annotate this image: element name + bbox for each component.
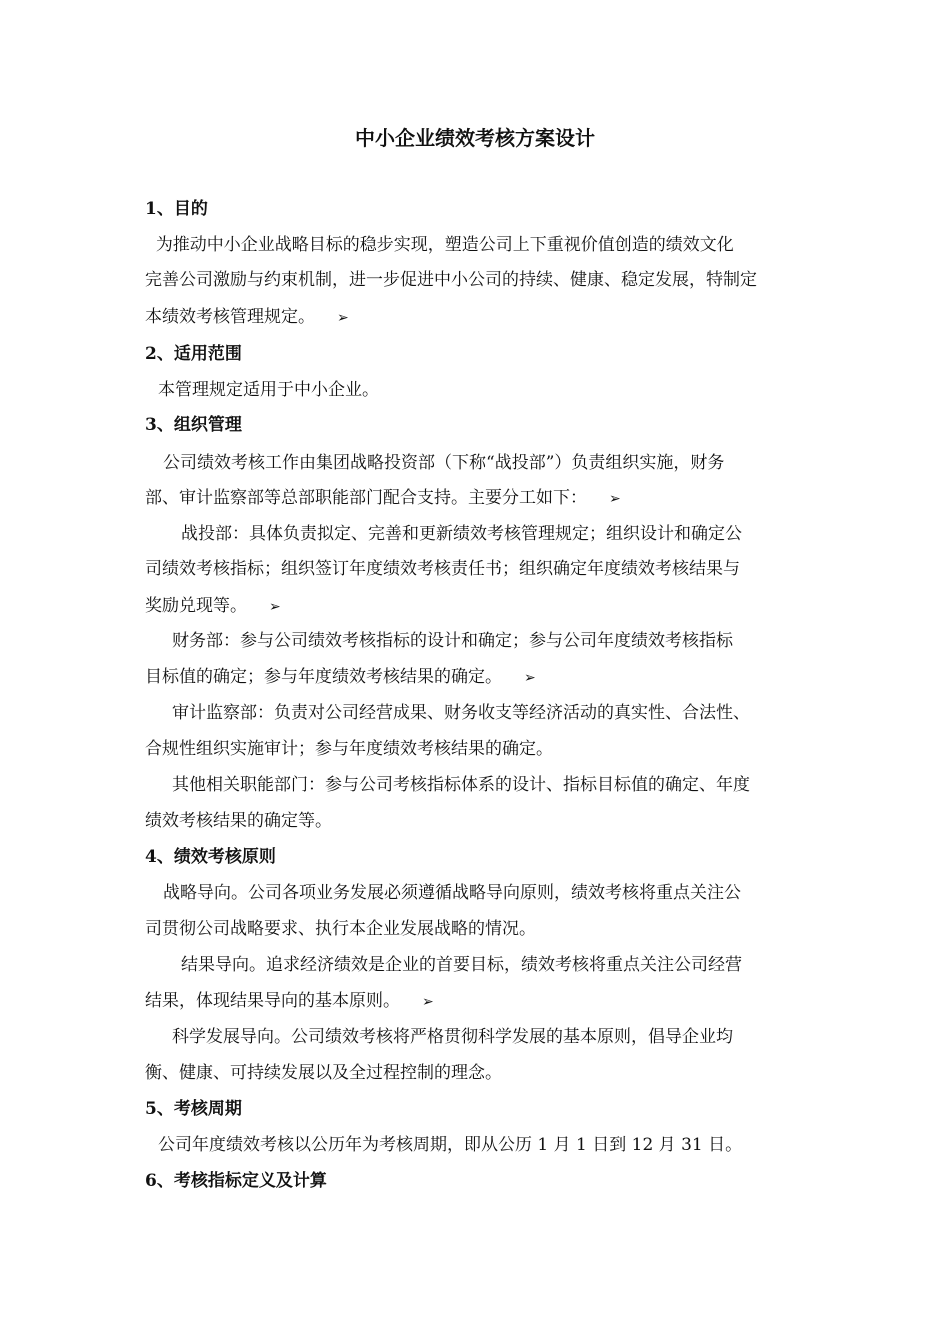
section-heading-organization: 3、组织管理: [145, 415, 242, 435]
paragraph-line: 公司绩效考核工作由集团战略投资部（下称“战投部”）负责组织实施，财务: [163, 453, 725, 473]
paragraph-text: 奖励兑现等。: [145, 596, 247, 616]
paragraph-line: [145, 984, 434, 1019]
paragraph-line: 财务部：参与公司绩效考核指标的设计和确定；参与公司年度绩效考核指标: [172, 631, 733, 651]
paragraph-line: 合规性组织实施审计；参与年度绩效考核结果的确定。: [145, 739, 553, 759]
paragraph-line: 完善公司激励与约束机制，进一步促进中小公司的持续、健康、稳定发展，特制定: [145, 270, 757, 290]
section-heading-principles: 4、绩效考核原则: [145, 847, 276, 867]
paragraph-line: [145, 300, 349, 335]
paragraph-line: 司贯彻公司战略要求、执行本企业发展战略的情况。: [145, 919, 536, 939]
paragraph-line: 公司年度绩效考核以公历年为考核周期，即从公历 1 月 1 日到 12 月 31 日。: [158, 1135, 743, 1155]
paragraph-text: 目标值的确定；参与年度绩效考核结果的确定。: [145, 667, 502, 687]
paragraph-line: 科学发展导向。公司绩效考核将严格贯彻科学发展的基本原则，倡导企业均: [172, 1027, 733, 1047]
paragraph-line: [145, 481, 621, 516]
paragraph-line: 战略导向。公司各项业务发展必须遵循战略导向原则，绩效考核将重点关注公: [163, 883, 741, 903]
paragraph-line: 审计监察部：负责对公司经营成果、财务收支等经济活动的真实性、合法性、: [172, 703, 750, 723]
arrow-bullet-icon: ➢: [269, 599, 281, 615]
paragraph-line: 战投部：具体负责拟定、完善和更新绩效考核管理规定；组织设计和确定公: [181, 524, 742, 544]
paragraph-line: [145, 228, 734, 262]
paragraph-text: 为推动中小企业战略目标的稳步实现，塑造公司上下重视价值创造的绩效文化: [155, 235, 734, 255]
paragraph-line: 司绩效考核指标；组织签订年度绩效考核责任书；组织确定年度绩效考核结果与: [145, 559, 740, 579]
arrow-bullet-icon: ➢: [337, 310, 349, 326]
document-title: 中小企业绩效考核方案设计: [355, 126, 595, 150]
paragraph-line: 衡、健康、可持续发展以及全过程控制的理念。: [145, 1063, 502, 1083]
section-heading-cycle: 5、考核周期: [145, 1099, 242, 1119]
paragraph-line: 其他相关职能部门：参与公司考核指标体系的设计、指标目标值的确定、年度: [172, 775, 750, 795]
paragraph-text: 本绩效考核管理规定。: [145, 307, 315, 327]
arrow-bullet-icon: ➢: [609, 491, 621, 507]
paragraph-text: 结果，体现结果导向的基本原则。: [145, 991, 400, 1011]
paragraph-line: [145, 660, 536, 695]
arrow-bullet-icon: ➢: [422, 994, 434, 1010]
paragraph-line: 结果导向。追求经济绩效是企业的首要目标，绩效考核将重点关注公司经营: [181, 955, 742, 975]
section-heading-scope: 2、适用范围: [145, 344, 242, 364]
section-heading-purpose: 1、目的: [145, 199, 208, 219]
paragraph-line: 绩效考核结果的确定等。: [145, 811, 332, 831]
paragraph-text: 部、审计监察部等总部职能部门配合支持。主要分工如下：: [145, 488, 587, 508]
section-heading-indicators: 6、考核指标定义及计算: [145, 1171, 327, 1191]
arrow-bullet-icon: ➢: [524, 670, 536, 686]
paragraph-line: 本管理规定适用于中小企业。: [158, 380, 379, 400]
paragraph-line: [145, 589, 281, 624]
